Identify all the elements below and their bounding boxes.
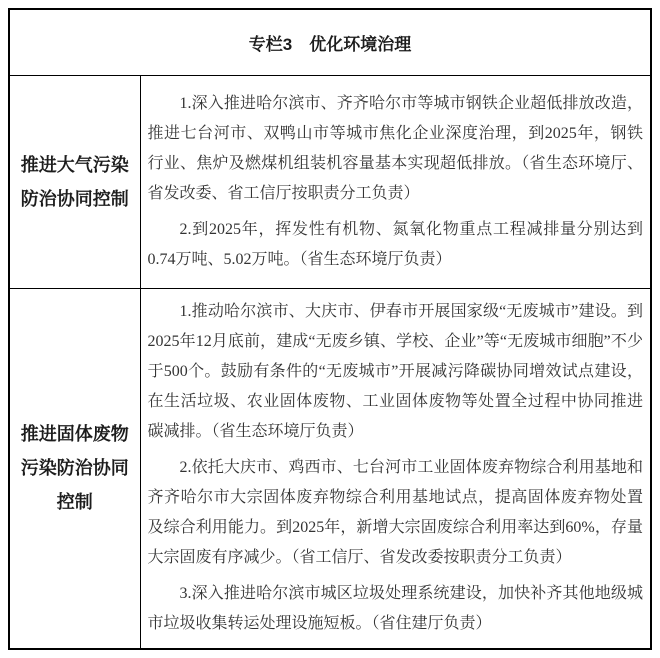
table-title: 专栏3 优化环境治理 (9, 9, 651, 75)
policy-paragraph: 1.深入推进哈尔滨市、齐齐哈尔市等城市钢铁企业超低排放改造，推进七台河市、双鸭山市等城市焦化企业深度治理，到2025年，钢铁行业、焦炉及燃煤机组装机容量基本实现超低排放。（省生态环境厅、省发改委、省工信厅按职责分工负责） (147, 94, 643, 202)
policy-paragraph: 2.依托大庆市、鸡西市、七台河市工业固体废弃物综合利用基地和齐齐哈尔市大宗固体废弃物综合利用基地试点，提高固体废弃物处置及综合利用能力。到2025年，新增大宗固废综合利用率达到60%，存量大宗固废有序减少。（省工信厅、省发改委按职责分工负责） (147, 459, 643, 567)
row-content-solid-waste-control (140, 288, 651, 649)
policy-paragraph: 1.推动哈尔滨市、大庆市、伊春市开展国家级“无废城市”建设。到2025年12月底前，建成“无废乡镇、学校、企业”等“无废城市细胞”不少于500个。鼓励有条件的“无废城市”开展减污降碳协同增效试点建设，在生活垃圾、农业固体废物、工业固体废物等处置全过程中协同推进碳减排。（省生态环境厅负责） (147, 303, 643, 441)
row-content-air-pollution-control (140, 75, 651, 288)
row-label-air-pollution-control: 推进大气污染防治协同控制 (9, 75, 140, 288)
row-label-solid-waste-control: 推进固体废物污染防治协同控制 (9, 288, 140, 649)
policy-paragraph: 2.到2025年，挥发性有机物、氮氧化物重点工程减排量分别达到0.74万吨、5.02万吨。（省生态环境厅负责） (147, 220, 643, 268)
policy-paragraph: 3.深入推进哈尔滨市城区垃圾处理系统建设，加快补齐其他地级城市垃圾收集转运处理设施短板。（省住建厅负责） (147, 585, 643, 633)
policy-table (8, 8, 652, 650)
